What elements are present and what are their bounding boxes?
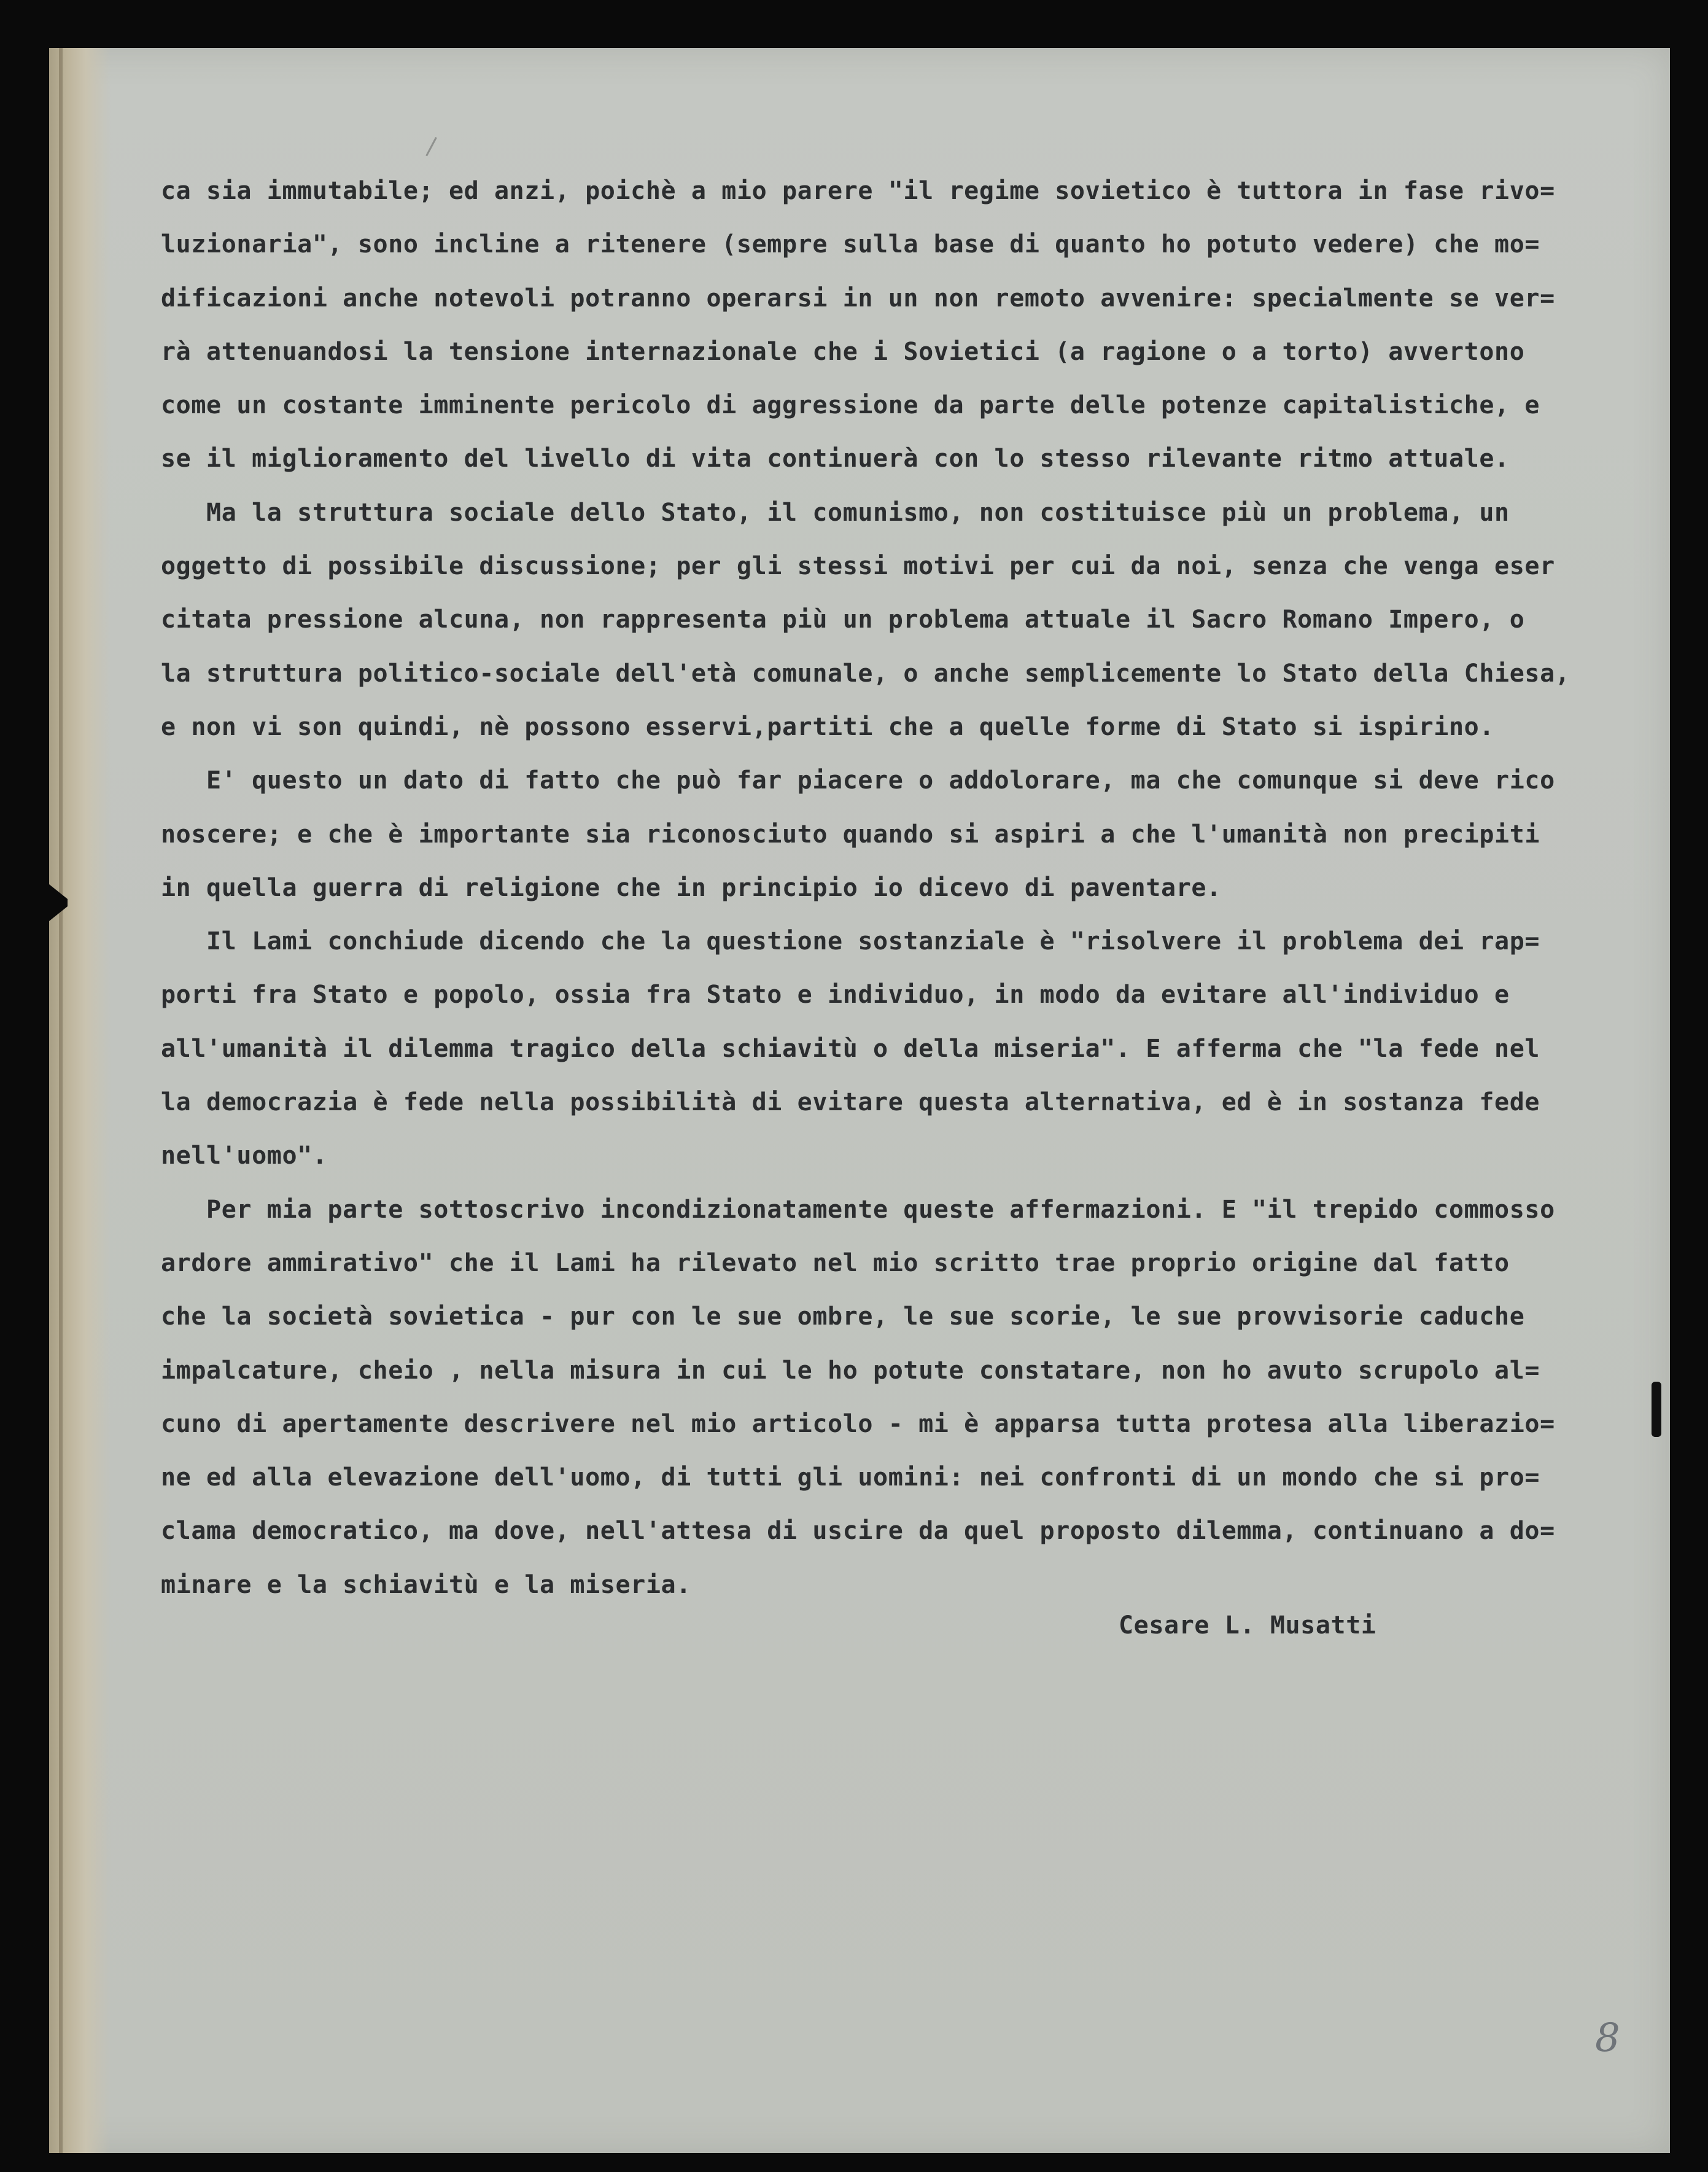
text-line: E' questo un dato di fatto che può far piacere o addolorare, ma che comunque si deve rico <box>161 766 1555 795</box>
text-line: oggetto di possibile discussione; per gli stessi motivi per cui da noi, senza che venga eser <box>161 552 1555 581</box>
text-line: Il Lami conchiude dicendo che la questione sostanziale è "risolvere il problema dei rap= <box>161 927 1540 956</box>
binding-edge-line <box>59 48 63 2153</box>
binding-margin <box>49 48 111 2153</box>
text-line: ardore ammirativo" che il Lami ha rilevato nel mio scritto trae proprio origine dal fatto <box>161 1248 1510 1277</box>
text-line: all'umanità il dilemma tragico della schiavitù o della miseria". E afferma che "la fede nel <box>161 1034 1540 1063</box>
text-line: minare e la schiavitù e la miseria. <box>161 1570 691 1599</box>
edge-mark <box>1652 1382 1661 1437</box>
handwritten-page-number: 8 <box>1595 2015 1620 2061</box>
text-line: cuno di apertamente descrivere nel mio articolo - mi è apparsa tutta protesa alla liberazio= <box>161 1409 1555 1438</box>
author-signature: Cesare L. Musatti <box>1119 1611 1376 1640</box>
text-line: ca sia immutabile; ed anzi, poichè a mio parere "il regime sovietico è tuttora in fase rivo= <box>161 177 1555 205</box>
text-line: impalcature, cheio , nella misura in cui le ho potute constatare, non ho avuto scrupolo al= <box>161 1356 1540 1385</box>
text-line: che la società sovietica - pur con le sue ombre, le sue scorie, le sue provvisorie caduche <box>161 1302 1525 1331</box>
text-line: come un costante imminente pericolo di aggressione da parte delle potenze capitalistiche, e <box>161 391 1540 420</box>
text-line: se il miglioramento del livello di vita continuerà con lo stesso rilevante ritmo attuale. <box>161 445 1510 473</box>
text-line: luzionaria", sono incline a ritenere (sempre sulla base di quanto ho potuto vedere) che mo= <box>161 230 1540 259</box>
text-line: in quella guerra di religione che in principio io dicevo di paventare. <box>161 873 1222 902</box>
text-line: noscere; e che è importante sia riconosciuto quando si aspiri a che l'umanità non precipiti <box>161 820 1540 849</box>
text-line: ne ed alla elevazione dell'uomo, di tutti gli uomini: nei confronti di un mondo che si pro= <box>161 1463 1540 1492</box>
text-line: porti fra Stato e popolo, ossia fra Stato e individuo, in modo da evitare all'individuo e <box>161 981 1510 1010</box>
text-line: la democrazia è fede nella possibilità di evitare questa alternativa, ed è in sostanza fede <box>161 1088 1540 1117</box>
text-line: rà attenuandosi la tensione internazionale che i Sovietici (a ragione o a torto) avvertono <box>161 337 1525 366</box>
text-line: citata pressione alcuna, non rappresenta più un problema attuale il Sacro Romano Impero, o <box>161 605 1525 634</box>
text-line: nell'uomo". <box>161 1142 328 1170</box>
text-line: Ma la struttura sociale dello Stato, il comunismo, non costituisce più un problema, un <box>161 498 1510 527</box>
text-line: e non vi son quindi, nè possono esservi,partiti che a quelle forme di Stato si ispirino. <box>161 712 1495 741</box>
text-line: Per mia parte sottoscrivo incondizionatamente queste affermazioni. E "il trepido commosso <box>161 1195 1555 1224</box>
text-line: dificazioni anche notevoli potranno operarsi in un non remoto avvenire: specialmente se ver= <box>161 284 1555 313</box>
text-line: clama democratico, ma dove, nell'attesa di uscire da quel proposto dilemma, continuano a do= <box>161 1517 1555 1546</box>
typewritten-body-text <box>161 165 1653 1612</box>
text-line: la struttura politico-sociale dell'età comunale, o anche semplicemente lo Stato della Chiesa, <box>161 659 1570 688</box>
